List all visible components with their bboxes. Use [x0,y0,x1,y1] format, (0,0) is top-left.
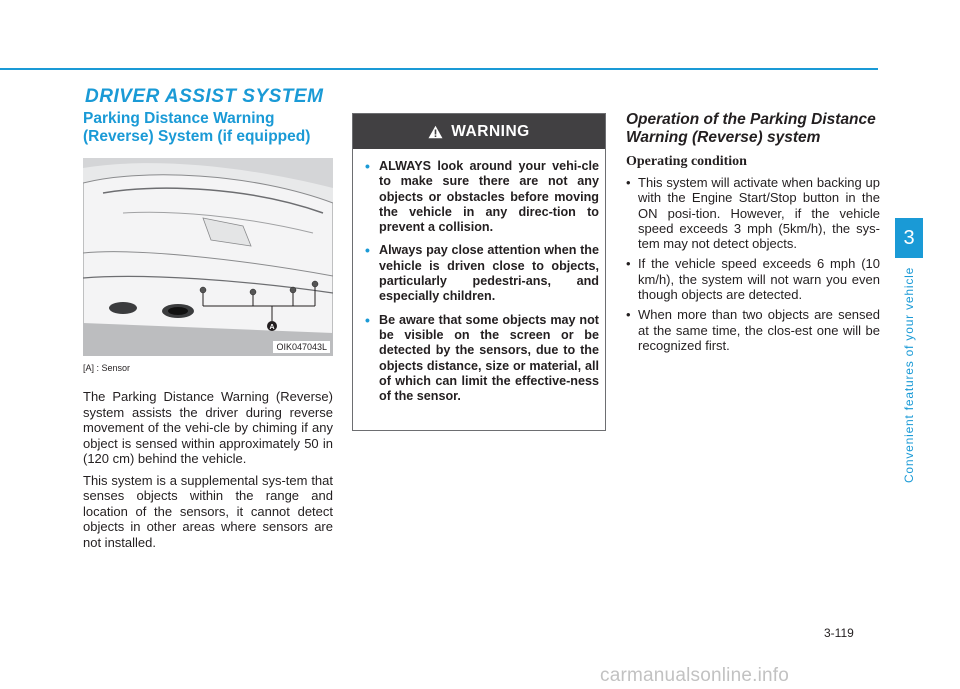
list-item [626,175,880,251]
bullet-icon: • [365,158,370,174]
chapter-side-title: Convenient features of your vehicle [902,266,916,484]
bullet-icon: • [626,307,631,323]
bullet-icon: • [626,256,631,272]
figure-code: OIK047043L [273,341,330,353]
warning-triangle-icon [428,125,443,139]
intro-heading: Parking Distance Warning (Reverse) System (if equipped) [83,110,311,145]
sensor-marker-label: A [269,324,275,331]
bullet-icon: • [365,242,370,259]
list-item [626,307,880,353]
warning-list [353,149,605,404]
chapter-tab: 3 [895,218,923,258]
warning-item [365,159,599,235]
list-item-text: When more than two objects are sensed at the same time, the clos-est one will be recognized first. [638,307,880,353]
operation-heading: Operation of the Parking Distance Warning (Reverse) system [626,111,876,146]
warning-item-text: ALWAYS look around your vehi-cle to make sure there are not any objects or obstacles before moving the vehicle in any direc-tion to prevent a collision. [379,159,599,235]
column-intro [83,110,333,550]
section-title: DRIVER ASSIST SYSTEM [85,86,324,107]
warning-item [365,313,599,405]
operating-condition-list [626,175,880,353]
list-item-text: If the vehicle speed exceeds 6 mph (10 km/h), the system will not warn you even though objects are detected. [638,256,880,303]
bullet-icon: • [626,175,631,190]
figure-caption: [A] : Sensor [83,363,131,373]
intro-paragraph-1: The Parking Distance Warning (Reverse) system assists the driver during reverse movement of the vehi-cle by chiming if any object is sensed within approximately 50 in (120 cm) behind the vehicle. [83,389,333,466]
list-item-text: This system will activate when backing up with the Engine Start/Stop button in the ON posi-tion. However, if the vehicle speed exceeds 3 mph (5km/h), the sys-tem may not detect objects. [638,175,880,252]
watermark: carmanualsonline.info [600,665,790,686]
warning-item-text: Be aware that some objects may not be visible on the screen or be detected by the sensors, due to the objects distance, size or material, all of which can limit the effective-ness of the sensor. [379,312,599,404]
warning-header [353,114,605,149]
warning-box [352,113,606,431]
warning-title: WARNING [451,122,530,140]
warning-item-text: Always pay close attention when the vehicle is driven close to objects, particularly pedestri-ans, and especially children. [379,243,599,304]
rear-sensor-figure [83,158,333,356]
column-operation [626,111,880,358]
warning-item [365,243,599,304]
intro-paragraph-2: This system is a supplemental sys-tem that senses objects within the range and location of the sensors, it cannot detect objects in other areas where sensors are not installed. [83,472,333,550]
page-number: 3-119 [824,626,854,640]
bullet-icon: • [365,311,370,328]
car-rear-illustration [83,158,333,356]
header-rule [0,68,878,70]
list-item [626,256,880,302]
operating-condition-heading: Operating condition [626,154,747,169]
